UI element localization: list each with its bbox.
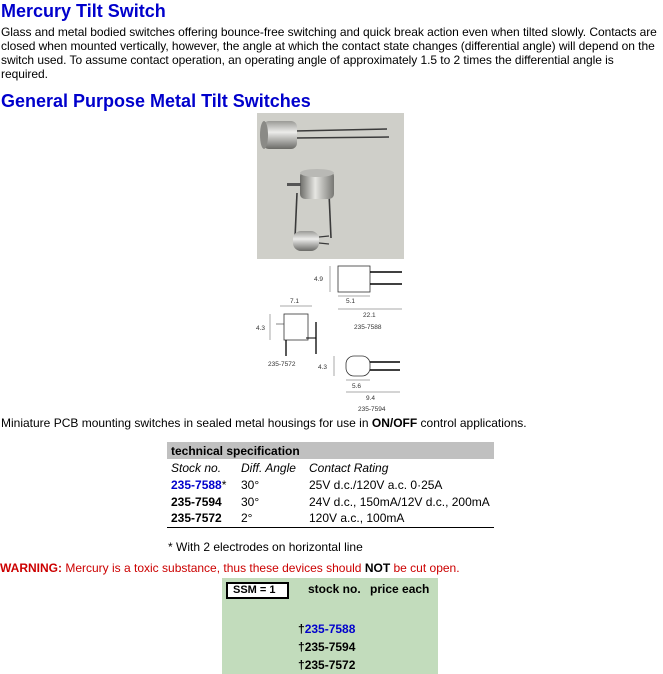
col-stock: Stock no. — [171, 460, 222, 475]
dim-label: 4.9 — [314, 276, 324, 283]
ssm-badge: SSM = 1 — [226, 582, 289, 599]
spec-heading: technical specification — [167, 442, 494, 459]
dagger-icon: † — [298, 622, 305, 636]
section-title: General Purpose Metal Tilt Switches — [1, 91, 311, 111]
dim-label: 4.3 — [256, 325, 266, 332]
dim-label: 5.6 — [352, 383, 362, 390]
price-row: †235-7572 — [298, 658, 356, 672]
col-rating: Contact Rating — [309, 460, 389, 475]
stock-link-235-7588[interactable]: 235-7588 — [171, 477, 222, 492]
price-stock-label: stock no. — [308, 582, 361, 596]
dim-label: 7.1 — [290, 298, 300, 305]
dim-label: 4.3 — [318, 364, 328, 371]
price-each-label: price each — [370, 582, 430, 596]
spec-note: * With 2 electrodes on horizontal line — [168, 540, 363, 554]
dim-label: 9.4 — [366, 395, 376, 402]
col-angle: Diff. Angle — [241, 460, 296, 475]
dim-label: 22.1 — [363, 312, 376, 319]
warning-text: WARNING: Mercury is a toxic substance, thus these devices should NOT be cut open. — [0, 561, 460, 575]
table-row: 235-7572 2° 120V a.c., 100mA — [171, 511, 405, 526]
product-description: Miniature PCB mounting switches in sealed metal housings for use in ON/OFF control applications. — [1, 416, 527, 430]
dim-label: 5.1 — [346, 298, 356, 305]
product-photo — [257, 113, 404, 259]
table-row: 235-7594 30° 24V d.c., 150mA/12V d.c., 200mA — [171, 494, 490, 509]
table-row: 235-7588* 30° 25V d.c./120V a.c. 0·25A — [171, 477, 443, 492]
dimension-drawing — [252, 262, 412, 414]
price-box — [222, 578, 438, 674]
page-title: Mercury Tilt Switch — [1, 1, 166, 21]
part-code: 235-7572 — [268, 361, 296, 368]
intro-paragraph: Glass and metal bodied switches offering bounce-free switching and quick break action even when tilted slowly. Contacts are closed when mounted vertically, however, the angle at which the contact state changes (differential angle) will depend on the switch used. To assume contact operation, an operating angle of approximately 1.5 to 2 times the differential angle is required. — [1, 25, 657, 81]
part-code: 235-7588 — [354, 324, 382, 331]
price-row: †235-7594 — [298, 640, 356, 654]
dagger-icon: † — [298, 640, 305, 654]
spec-table — [167, 442, 494, 531]
price-row — [298, 622, 355, 636]
part-code: 235-7594 — [358, 406, 386, 413]
dagger-icon: † — [298, 658, 305, 672]
price-link-235-7588[interactable]: 235-7588 — [304, 622, 356, 636]
